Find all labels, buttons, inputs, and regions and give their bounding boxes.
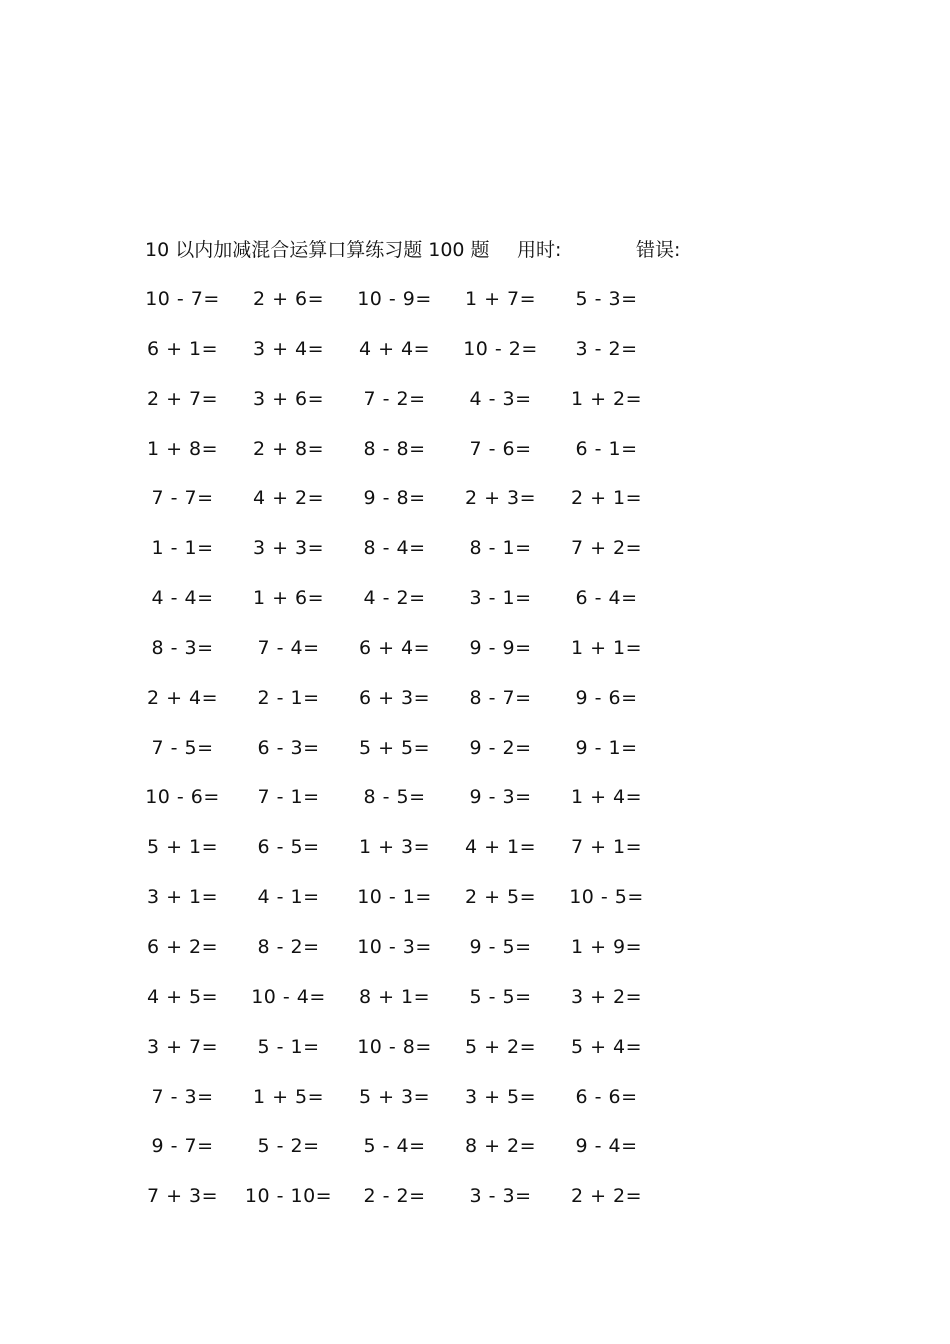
problem-item: 7 - 7= [151,487,214,510]
problem-item: 4 - 2= [363,587,426,610]
problem-row [148,932,708,982]
problem-item: 6 + 2= [146,935,219,958]
problem-item: 1 + 4= [570,786,643,809]
problem-item: 1 + 6= [252,587,325,610]
problem-row [148,434,708,484]
problem-item: 8 - 4= [363,537,426,560]
problem-item: 7 - 1= [257,786,320,809]
problem-item: 6 - 1= [575,437,638,460]
problem-item: 6 + 4= [358,636,431,659]
problem-item: 5 - 1= [257,1035,320,1058]
problem-row [148,982,708,1032]
problem-item: 6 + 1= [146,337,219,360]
problem-item: 2 - 1= [257,686,320,709]
problem-row [148,1181,708,1231]
problem-item: 8 - 8= [363,437,426,460]
problem-item: 2 + 4= [146,686,219,709]
problem-item: 1 + 5= [252,1085,325,1108]
problem-item: 8 + 2= [464,1135,537,1158]
problem-item: 2 + 6= [252,288,325,310]
problem-item: 2 - 2= [363,1185,426,1208]
problem-item: 1 + 9= [570,935,643,958]
problem-item: 9 - 9= [469,636,532,659]
problem-row [148,1082,708,1132]
problem-item: 3 + 3= [252,537,325,560]
problem-row [148,832,708,882]
problem-item: 7 - 4= [257,636,320,659]
problem-item: 9 - 2= [469,736,532,759]
problem-item: 3 + 6= [252,387,325,410]
problem-item: 5 - 5= [469,985,532,1008]
problem-item: 7 - 2= [363,387,426,410]
problem-item: 7 + 3= [146,1185,219,1208]
problem-item: 8 - 7= [469,686,532,709]
time-label: 用时: [517,239,562,261]
problem-item: 5 - 3= [575,288,638,310]
problem-row [145,284,708,334]
problem-item: 1 + 1= [570,636,643,659]
problem-item: 2 + 8= [252,437,325,460]
problem-item: 3 - 3= [469,1185,532,1208]
problem-row [148,633,708,683]
problem-item: 8 + 1= [358,985,431,1008]
problem-item: 10 - 3= [357,935,432,958]
problem-row [148,334,708,384]
problem-item: 8 - 2= [257,935,320,958]
problem-item: 5 - 2= [257,1135,320,1158]
problem-item: 2 + 2= [570,1185,643,1208]
problem-item: 10 - 2= [463,337,538,360]
problem-item: 3 + 4= [252,337,325,360]
problem-item: 9 - 3= [469,786,532,809]
problem-item: 7 - 6= [469,437,532,460]
problem-grid [145,284,708,1231]
error-label: 错误: [636,239,681,261]
problem-item: 7 + 1= [570,836,643,859]
problem-item: 5 + 1= [146,836,219,859]
problem-item: 7 - 3= [151,1085,214,1108]
problem-item: 4 - 3= [469,387,532,410]
problem-item: 6 - 4= [575,587,638,610]
problem-item: 10 - 9= [357,288,432,310]
problem-item: 9 - 4= [575,1135,638,1158]
problem-row [148,483,708,533]
problem-row [148,683,708,733]
problem-item: 5 + 4= [570,1035,643,1058]
problem-item: 6 + 3= [358,686,431,709]
problem-item: 3 + 1= [146,886,219,909]
problem-row [145,782,708,832]
problem-item: 3 - 1= [469,587,532,610]
problem-item: 8 - 5= [363,786,426,809]
problem-item: 5 + 2= [464,1035,537,1058]
problem-item: 8 - 3= [151,636,214,659]
problem-item: 3 + 7= [146,1035,219,1058]
problem-row [148,1032,708,1082]
problem-item: 9 - 1= [575,736,638,759]
problem-item: 1 + 8= [146,437,219,460]
problem-item: 2 + 5= [464,886,537,909]
problem-item: 4 - 4= [151,587,214,610]
problem-item: 10 - 5= [569,886,644,909]
problem-item: 7 - 5= [151,736,214,759]
problem-item: 9 - 8= [363,487,426,510]
problem-item: 9 - 6= [575,686,638,709]
problem-item: 10 - 6= [145,786,220,809]
problem-item: 10 - 7= [145,288,220,310]
problem-item: 4 + 2= [252,487,325,510]
problem-item: 6 - 5= [257,836,320,859]
problem-item: 4 + 5= [146,985,219,1008]
problem-row [148,733,708,783]
problem-item: 10 - 1= [357,886,432,909]
problem-item: 3 - 2= [575,337,638,360]
problem-item: 5 + 3= [358,1085,431,1108]
problem-item: 1 - 1= [151,537,214,560]
problem-item: 1 + 3= [358,836,431,859]
problem-row [148,384,708,434]
problem-item: 10 - 8= [357,1035,432,1058]
problem-item: 6 - 3= [257,736,320,759]
problem-item: 5 + 5= [358,736,431,759]
problem-row [148,583,708,633]
problem-item: 8 - 1= [469,537,532,560]
problem-row [148,882,708,932]
problem-row [148,1131,708,1181]
problem-item: 2 + 3= [464,487,537,510]
problem-item: 2 + 7= [146,387,219,410]
worksheet-title: 10 以内加减混合运算口算练习题 100 题 [145,239,490,261]
problem-item: 7 + 2= [570,537,643,560]
problem-item: 9 - 5= [469,935,532,958]
problem-row [148,533,708,583]
problem-item: 10 - 4= [251,985,326,1008]
problem-item: 6 - 6= [575,1085,638,1108]
problem-item: 10 - 10= [244,1185,333,1208]
problem-item: 3 + 5= [464,1085,537,1108]
problem-item: 4 - 1= [257,886,320,909]
problem-item: 4 + 4= [358,337,431,360]
problem-item: 1 + 7= [464,288,537,310]
problem-item: 2 + 1= [570,487,643,510]
problem-item: 3 + 2= [570,985,643,1008]
problem-item: 9 - 7= [151,1135,214,1158]
problem-item: 4 + 1= [464,836,537,859]
problem-item: 1 + 2= [570,387,643,410]
problem-item: 5 - 4= [363,1135,426,1158]
